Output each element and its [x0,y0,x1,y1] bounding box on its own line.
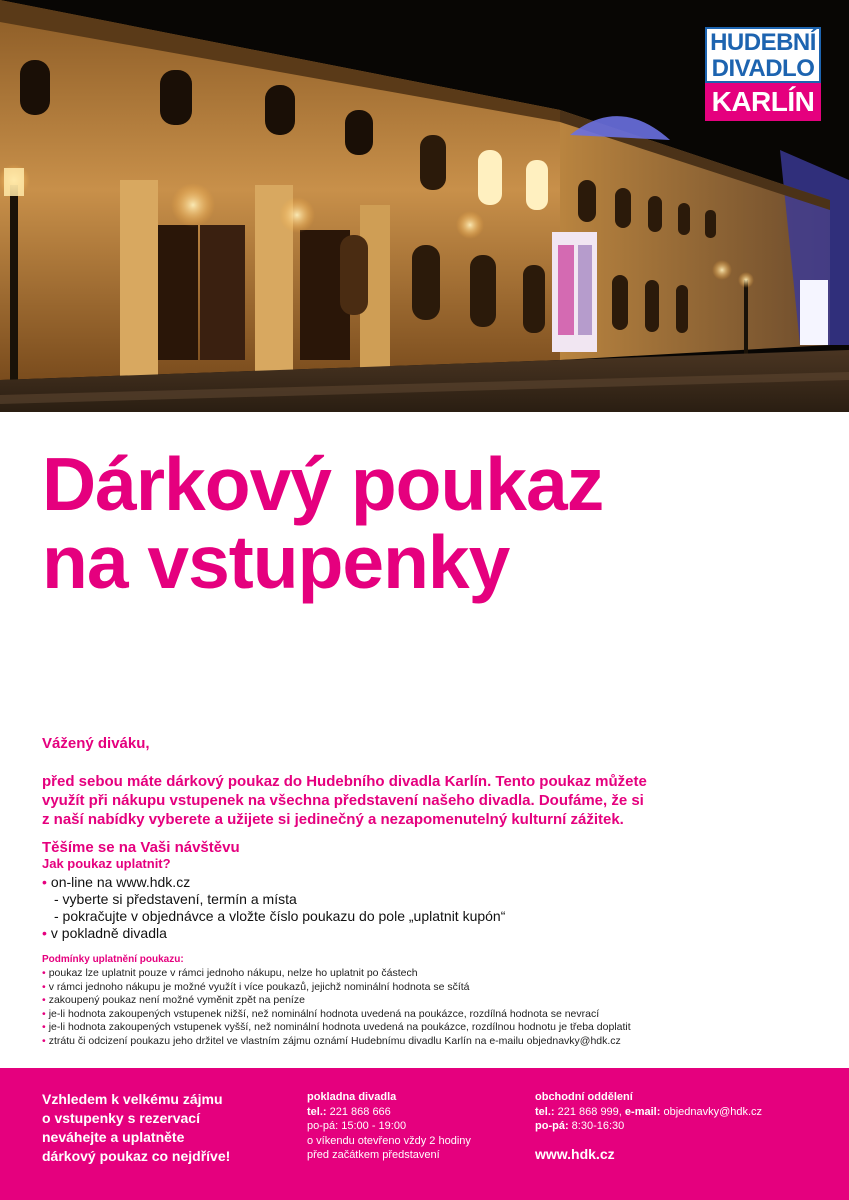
intro-line-3: z naší nabídky vyberete a užijete si jedinečný a nezapomenutelný kulturní zážitek. [42,811,624,828]
box-office-title: pokladna divadla [307,1091,397,1103]
logo-blue-box [705,27,821,83]
conditions-title: Podmínky uplatnění poukazu: [42,954,184,965]
closing-line: Těšíme se na Vaši návštěvu [42,839,240,856]
sales-hours: 8:30-16:30 [571,1120,625,1132]
box-office-hours: po-pá: 15:00 - 19:00 [307,1120,407,1132]
title-line-2: na vstupenky [42,520,510,604]
box-office-phone: 221 868 666 [329,1105,391,1118]
list-item [42,981,742,995]
intro-line-1: před sebou máte dárkový poukaz do Hudebního divadla Karlín. Tento poukaz můžete [42,773,647,790]
logo-pink-box [705,83,821,121]
how-to-list [42,874,722,942]
tel-label: tel.: [535,1105,555,1118]
box-office-option: v pokladně divadla [50,925,167,941]
promo-line: neváhejte a uplatněte [42,1129,185,1145]
bullet-icon: • [42,994,46,1006]
promo-line: o vstupenky s rezervací [42,1110,200,1126]
online-option: on-line na www.hdk.cz [50,874,191,890]
list-item [42,1035,742,1049]
sales-title: obchodní oddělení [535,1091,633,1103]
list-item [42,994,742,1008]
condition-text: ztrátu či odcizení poukazu jeho držitel ve vlastním zájmu oznámí Hudebnímu divadlu Karlín na e-mailu objednavky@hdk.cz [48,1034,621,1047]
greeting: Vážený diváku, [42,735,150,752]
sales-phone-row [535,1105,762,1120]
sales-contact [535,1090,762,1134]
hdk-logo [705,27,821,121]
intro-paragraph [42,772,722,829]
sales-hours-row [535,1119,762,1134]
hours-label: po-pá: [535,1120,569,1132]
how-to-title: Jak poukaz uplatnit? [42,856,171,871]
list-item [42,908,722,925]
bullet-icon: • [42,1034,46,1047]
bullet-icon: • [42,980,46,993]
list-item [42,874,722,891]
online-step-2: - pokračujte v objednávce a vložte číslo poukazu do pole „uplatnit kupón“ [54,908,506,924]
bullet-icon: • [42,1007,46,1020]
conditions-section [42,954,742,1048]
sales-phone: 221 868 999, [557,1105,622,1118]
tel-label: tel.: [307,1105,327,1118]
email-label: e-mail: [624,1105,661,1118]
list-item [42,891,722,908]
sales-email[interactable]: objednavky@hdk.cz [663,1105,763,1118]
box-office-weekend-2: před začátkem představení [307,1149,440,1161]
list-item [42,1021,742,1035]
condition-text: zakoupený poukaz není možné vyměnit zpět na peníze [48,994,305,1006]
condition-text: je-li hodnota zakoupených vstupenek nižší, než nominální hodnota uvedená na poukázce, rozdílná hodnota se nevrací [48,1007,600,1020]
bullet-icon: • [42,967,46,979]
list-item [42,967,742,981]
intro-line-2: využít při nákupu vstupenek na všechna představení našeho divadla. Doufáme, že si [42,792,644,809]
box-office-contact [307,1090,471,1163]
promo-text [42,1090,230,1166]
promo-line: Vzhledem k velkému zájmu [42,1091,223,1107]
page-title [42,442,604,604]
promo-line: dárkový poukaz co nejdříve! [42,1148,231,1164]
footer-band [0,1068,849,1200]
website-link[interactable]: www.hdk.cz [535,1146,615,1162]
box-office-weekend-1: o víkendu otevřeno vždy 2 hodiny [307,1134,471,1147]
bullet-icon: • [42,1021,46,1033]
online-step-1: - vyberte si představení, termín a místa [54,891,297,907]
logo-line-1: HUDEBNÍ [710,29,816,56]
condition-text: je-li hodnota zakoupených vstupenek vyšší, než nominální hodnota uvedená na poukázce, rozdílnou hodnotu je třeba doplatit [48,1021,631,1033]
box-office-phone-row [307,1105,471,1120]
list-item [42,925,722,942]
bullet-icon: • [42,874,47,890]
bullet-icon: • [42,925,47,941]
condition-text: poukaz lze uplatnit pouze v rámci jednoho nákupu, nelze ho uplatnit po částech [48,967,418,979]
logo-line-2: DIVADLO [711,55,815,82]
conditions-list [42,967,742,1048]
list-item [42,1008,742,1022]
title-line-1: Dárkový poukaz [42,442,604,526]
condition-text: v rámci jednoho nákupu je možné využít i více poukazů, jejichž nominální hodnota se sčítá [48,980,470,993]
intro-letter [42,735,722,856]
logo-line-3: KARLÍN [711,86,815,117]
how-to-use-section [42,856,722,942]
